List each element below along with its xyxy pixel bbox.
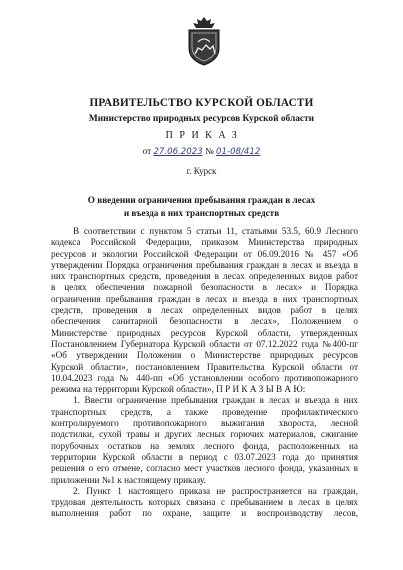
body-line: ресурсов и экологии Российской Федерации от 06.09.2016 № 457 «Об [51, 248, 358, 259]
body-line: порубочных остатков на землях лесного фонда, расположенных на [51, 440, 358, 451]
ministry-title: Министерство природных ресурсов Курской области [88, 114, 315, 124]
subject-line-1: О введении ограничения пребывания граждан в лесах [87, 195, 316, 205]
body-line: подстилки, сухой травы и других лесных горючих материалов, сжигание [51, 429, 358, 440]
coat-of-arms-emblem [185, 16, 223, 66]
body-line: 2. Пункт 1 настоящего приказа не распространяется на граждан, [73, 485, 358, 496]
document-type: ПРИКАЗ [165, 130, 244, 141]
body-line: приложении №1 к настоящему приказу. [51, 474, 206, 485]
body-line: транспортных средств, а также проведение профилактического [51, 406, 358, 417]
body-line: контролируемого противопожарного выжигания хвороста, лесной [51, 418, 358, 429]
body-line: выполнения работ по охране, защите и воспроизводству лесов, [51, 508, 358, 519]
government-title: ПРАВИТЕЛЬСТВО КУРСКОЙ ОБЛАСТИ [89, 97, 314, 109]
handwritten-date: 27.06.2023 [153, 147, 203, 157]
body-line: Курской области», постановлением Правительства Курской области от [51, 361, 358, 372]
subject-line-2: и въезда в них транспортных средств [123, 207, 280, 218]
body-line: утверждении Порядка ограничения пребывания граждан в лесах и въезда в [51, 259, 358, 270]
body-line: 1. Ввести ограничение пребывания граждан в лесах и въезда в них [73, 395, 358, 406]
document-body [51, 226, 358, 520]
body-line: режима на территории Курской области», П Р И К А З Ы В А Ю: [51, 384, 306, 395]
date-number-line [0, 146, 403, 157]
body-line: кодекса Российской Федерации, приказом Министерства природных [51, 237, 358, 248]
body-line: них транспортных средств, проведения в лесах определенных видов работ [51, 271, 358, 282]
subject-heading [0, 194, 403, 219]
body-line: в целях обеспечения пожарной безопасности в лесах» и Порядка [51, 282, 358, 293]
body-line: В соответствии с пунктом 5 статьи 11, статьями 53.5, 60.9 Лесного [73, 226, 358, 236]
handwritten-number: 01-08/412 [216, 147, 261, 157]
body-line: «Об утверждении Положения о Министерстве природных ресурсов [51, 350, 358, 361]
body-line: территории Курской области в период с 03.07.2023 года до принятия [51, 451, 358, 462]
body-line: трудовая деятельность которых связана с пребыванием в лесах в целях [51, 497, 358, 508]
body-line: ограничения пребывания граждан в лесах и въезда в них транспортных [51, 293, 358, 304]
body-line: средств, проведения в лесах определенных видов работ в целях [51, 305, 358, 316]
city-label: г. Курск [186, 166, 217, 176]
body-line: 10.04.2023 года № 440-пп «Об установлении особого противопожарного [51, 372, 358, 383]
body-line: решения о его отмене, согласно мест участков лесного фонда, указанных в [51, 463, 358, 474]
body-line: обеспечения санитарной безопасности в лесах», Положением о [51, 316, 358, 327]
body-line: Министерстве природных ресурсов Курской области, утвержденных [51, 327, 358, 338]
body-line: Постановлением Губернатора Курской области от 07.12.2022 года №400-пг [51, 338, 358, 349]
number-prefix: № [204, 146, 214, 156]
date-prefix: от [142, 146, 152, 156]
